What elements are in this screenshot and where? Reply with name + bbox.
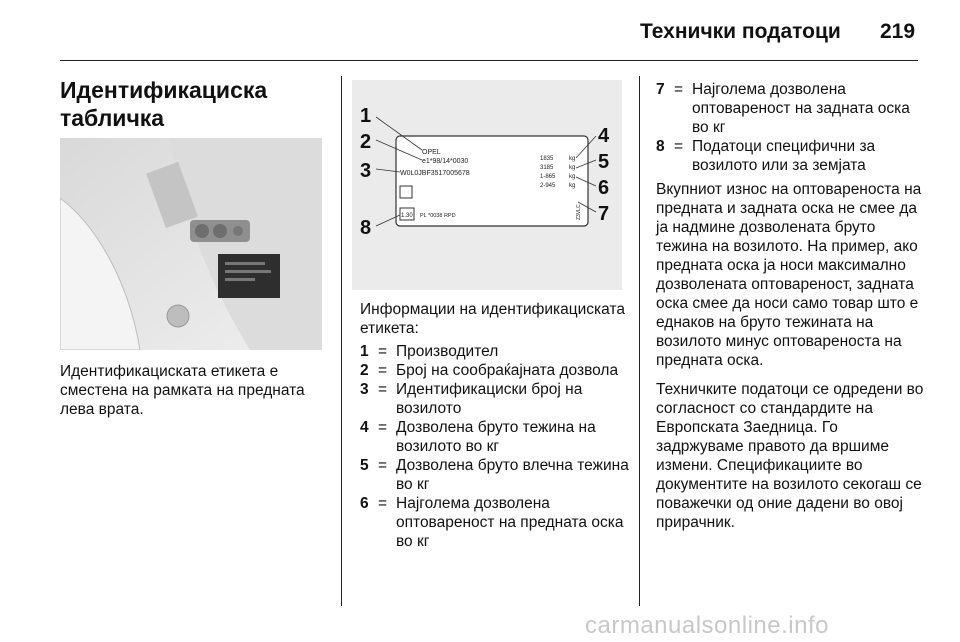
header-rule [60, 60, 918, 61]
section-title-line1: Идентификациска [60, 77, 268, 103]
legend-eq: = [378, 419, 388, 436]
label-weight-3: 1-865 [540, 174, 556, 180]
door-frame-photo [60, 138, 322, 350]
label-side-code: Z3VLC [576, 204, 582, 220]
identification-label-photo [218, 254, 280, 298]
label-brand: OPEL [422, 149, 441, 156]
specifications-paragraph: Техничките податоци се одредени во согласност со стандардите на Европската Заедница. Го задржуваме правото да вршиме измени. Спецификациите во документите на возилото секогаш се поважечки од оние дадени во овој прирачник. [656, 381, 924, 531]
legend-num: 1 [360, 343, 369, 360]
label-lines-2 [225, 270, 271, 273]
legend-item [656, 137, 924, 175]
section-title-line2: табличка [60, 105, 165, 131]
figure-intro: Информации на идентификациската етикета: [360, 301, 625, 337]
label-code: 1.30 [401, 213, 413, 219]
callout-4: 4 [598, 125, 610, 147]
legend-item [360, 380, 630, 418]
legend-num: 4 [360, 419, 369, 436]
watermark: carmanualsonline.info [585, 612, 829, 639]
column-divider-left [341, 76, 342, 606]
hinge-bolt-1 [195, 224, 209, 238]
legend-eq: = [378, 343, 388, 360]
callout-8: 8 [360, 217, 372, 239]
legend-item [360, 418, 630, 456]
legend-eq: = [378, 495, 388, 512]
page-number: 219 [880, 20, 916, 43]
callout-6: 6 [598, 177, 610, 199]
identification-label-figure [352, 80, 622, 290]
callout-3: 3 [360, 160, 372, 182]
legend-list-middle [360, 342, 630, 551]
legend-num: 8 [656, 138, 665, 155]
label-unit-1: kg [569, 156, 576, 162]
label-weight-1: 1835 [540, 156, 554, 162]
callout-7: 7 [598, 203, 610, 225]
page-header-title: Технички податоци [640, 20, 841, 43]
legend-num: 7 [656, 81, 665, 98]
photo-caption: Идентификациската етикета е сместена на рамката на предната лева врата. [60, 363, 305, 418]
label-weight-2: 3185 [540, 165, 554, 171]
column-divider-right [639, 76, 640, 606]
legend-text: Најголема дозволена оптовареност на задната оска во кг [692, 81, 910, 136]
label-unit-3: kg [569, 174, 576, 180]
legend-item [360, 361, 630, 380]
legend-item [360, 456, 630, 494]
legend-num: 5 [360, 457, 369, 474]
legend-item [360, 494, 630, 551]
callout-1: 1 [360, 105, 372, 127]
hinge-bolt-2 [213, 224, 227, 238]
legend-text: Број на сообраќајната дозвола [396, 362, 619, 379]
label-weight-4: 2-945 [540, 183, 556, 189]
label-paint-code: PL *0038 RPD [420, 213, 456, 219]
door-frame-photo-drawing [60, 138, 322, 350]
legend-text: Идентификациски број на возилото [396, 381, 583, 417]
legend-num: 2 [360, 362, 369, 379]
callout-5: 5 [598, 151, 610, 173]
label-vin: W0L0JBF3517005678 [400, 170, 470, 177]
legend-text: Дозволена бруто влечна тежина во кг [396, 457, 629, 493]
callout-2: 2 [360, 131, 372, 153]
legend-eq: = [674, 81, 684, 98]
frame-hole [167, 305, 189, 327]
legend-text: Податоци специфични за возилото или за земјата [692, 138, 876, 174]
legend-text: Најголема дозволена оптовареност на предната оска во кг [396, 495, 624, 550]
legend-item [360, 342, 630, 361]
legend-text: Дозволена бруто тежина на возилото во кг [396, 419, 596, 455]
legend-num: 6 [360, 495, 369, 512]
hinge-bolt-3 [233, 226, 243, 236]
legend-text: Производител [396, 343, 499, 360]
label-unit-2: kg [569, 165, 576, 171]
identification-label-diagram [352, 80, 622, 290]
axle-load-paragraph: Вкупниот износ на оптовареноста на предната и задната оска не смее да ја надмине дозволената бруто тежина на возилото. На пример, ако предната оска ја носи максимално дозволената оптовареност, задната оска смее да носи само товар што е еднаков на бруто тежината на возилото минус оптовареноста на предната оска. [656, 181, 922, 369]
legend-item [656, 80, 924, 137]
legend-eq: = [378, 457, 388, 474]
legend-eq: = [378, 362, 388, 379]
label-unit-4: kg [569, 183, 576, 189]
label-lines [225, 262, 265, 265]
label-approval: e1*98/14*0030 [422, 158, 469, 165]
section-title [60, 76, 330, 132]
legend-eq: = [674, 138, 684, 155]
legend-num: 3 [360, 381, 369, 398]
label-lines-3 [225, 278, 255, 281]
legend-eq: = [378, 381, 388, 398]
legend-list-right [656, 80, 924, 175]
